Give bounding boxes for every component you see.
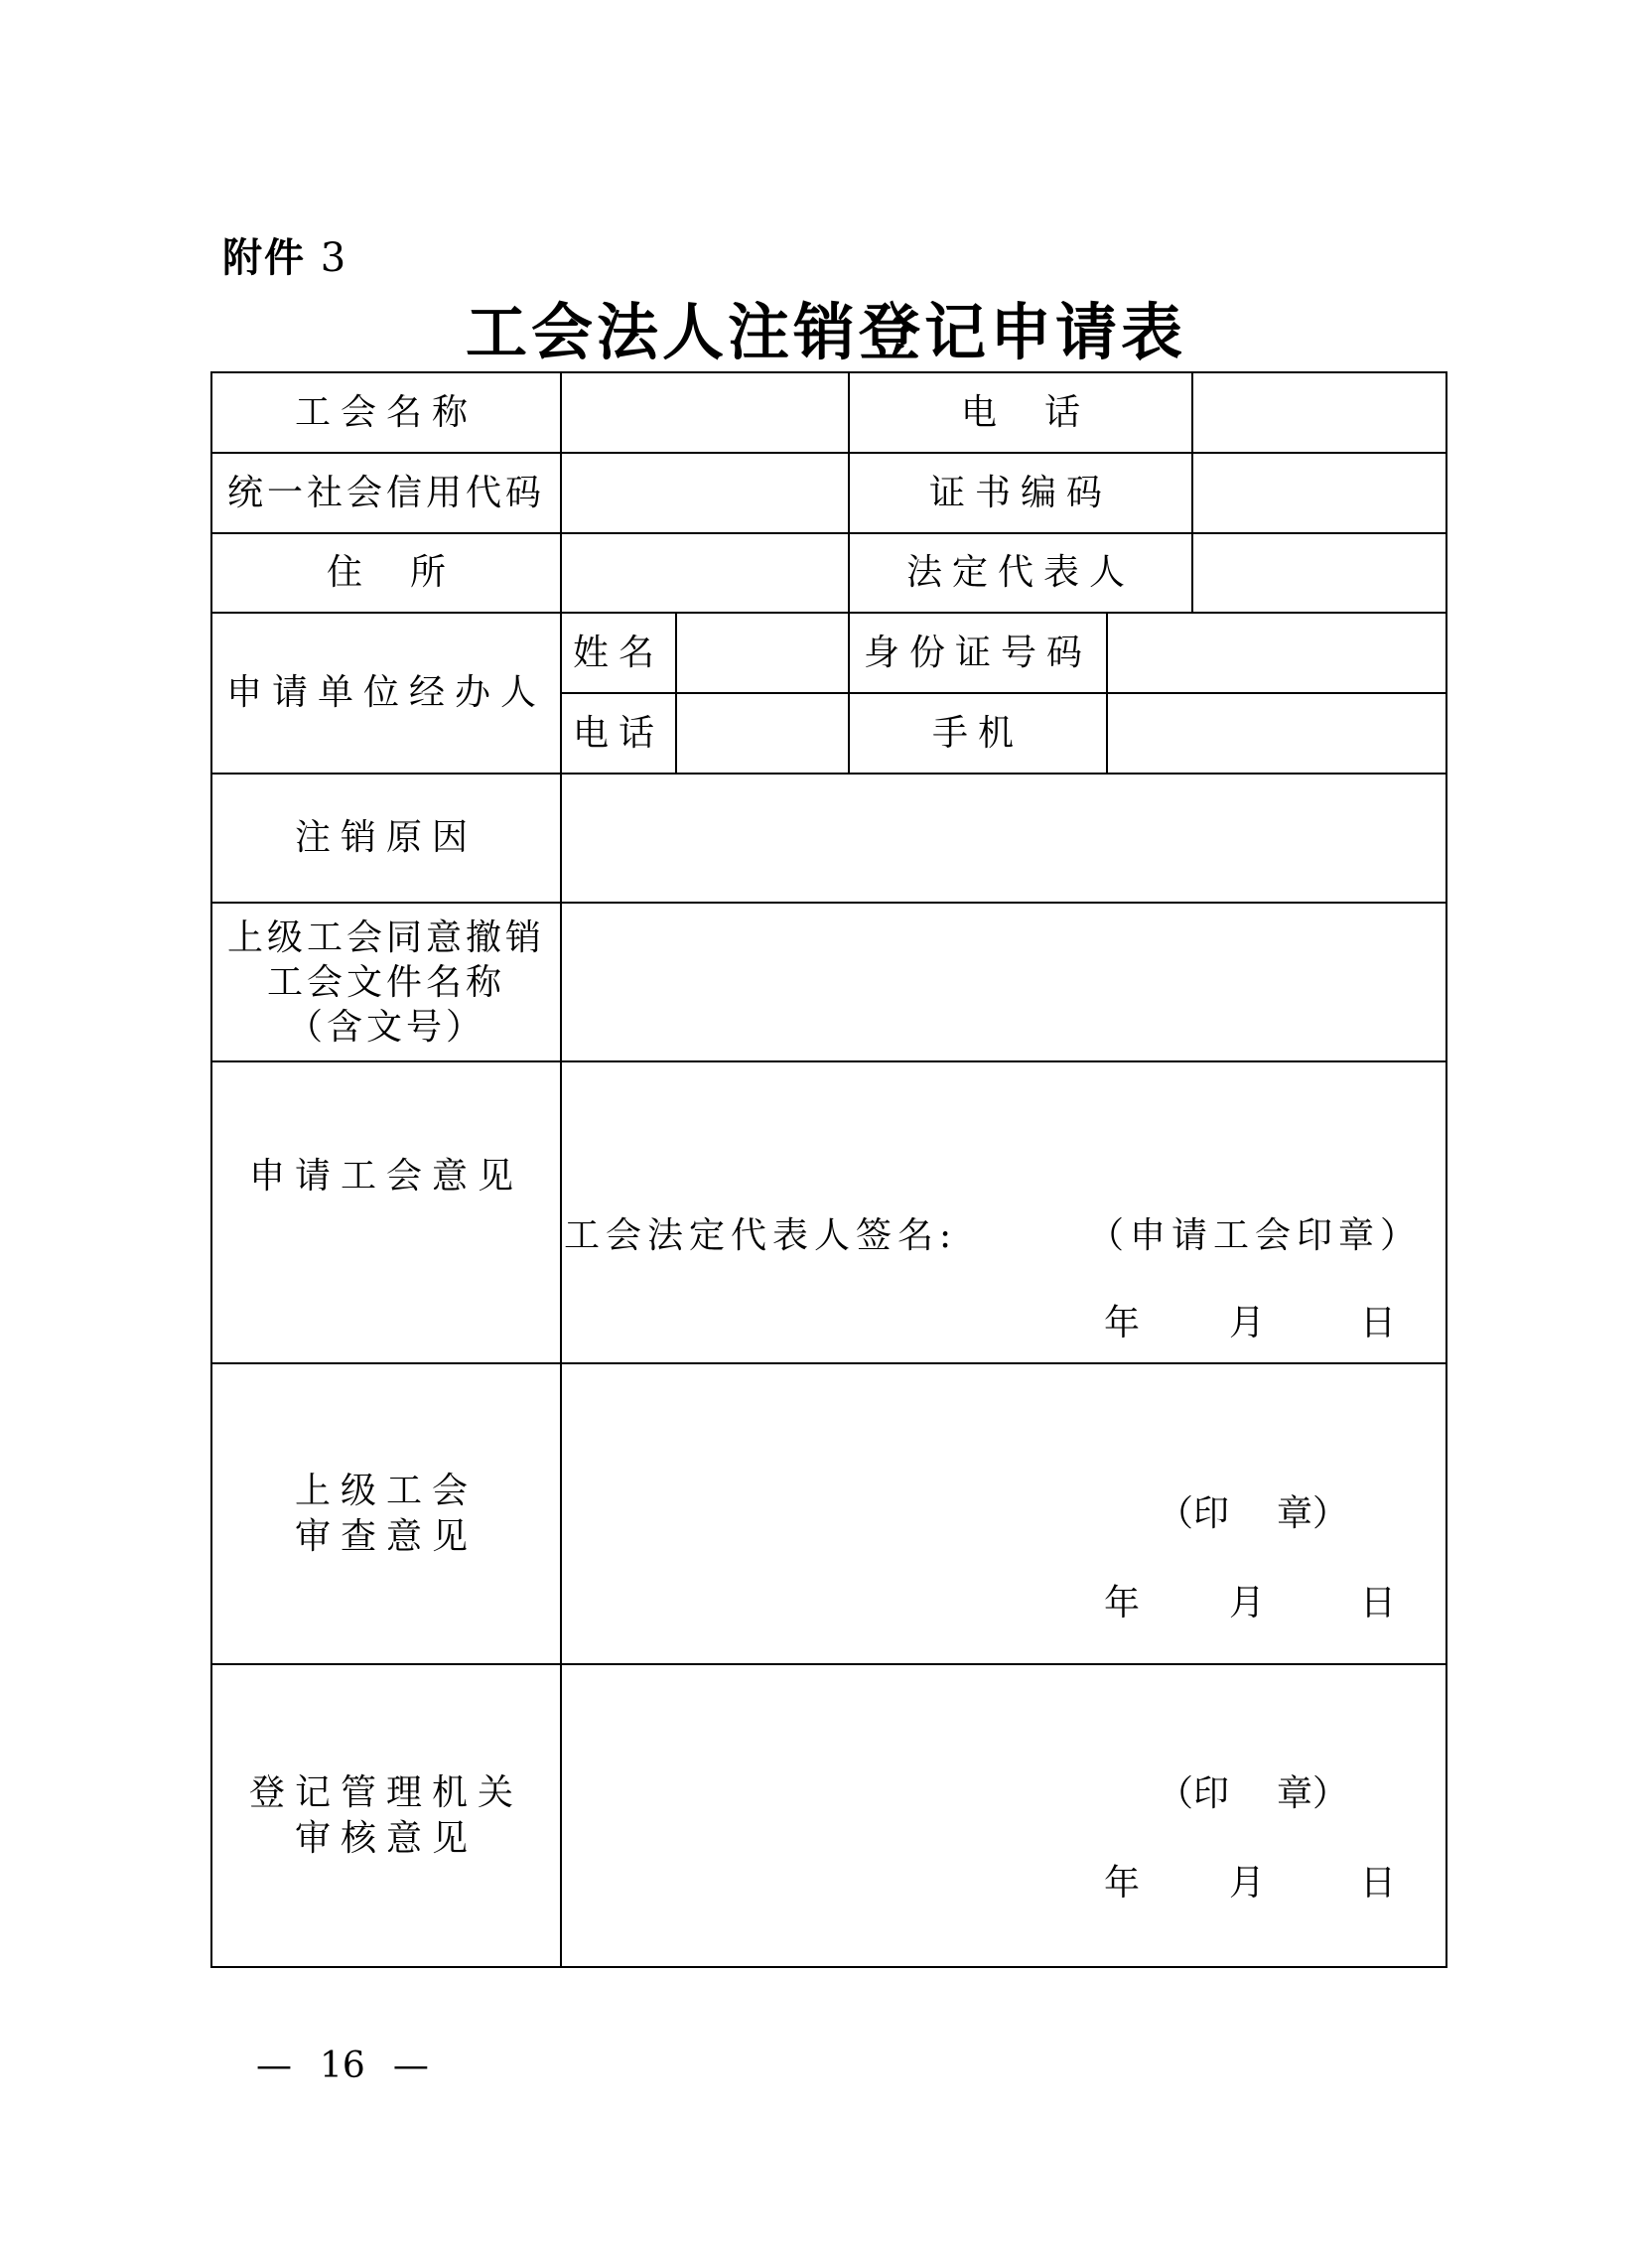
label-superior-doc: 上级工会同意撤销 工会文件名称 （含文号） — [226, 916, 545, 1048]
union-name-field[interactable] — [562, 373, 848, 452]
label-registry-review: 登记管理机关 审核意见 — [248, 1771, 523, 1859]
label-reason: 注销原因 — [294, 817, 478, 858]
footer-dash-left: — — [256, 2045, 292, 2086]
mobile-field[interactable] — [1108, 694, 1446, 773]
label-id-number: 身份证号码 — [863, 632, 1092, 673]
label-certificate-no: 证书编码 — [928, 472, 1112, 513]
handler-name-field[interactable] — [677, 614, 848, 692]
reason-field[interactable] — [562, 775, 1446, 902]
superior-review-field[interactable] — [562, 1364, 1446, 1493]
id-number-field[interactable] — [1108, 614, 1446, 692]
page-footer — [256, 2044, 429, 2089]
registry-date: 年 月 日 — [1104, 1863, 1397, 1904]
phone-field[interactable] — [1193, 373, 1446, 452]
label-credit-code: 统一社会信用代码 — [226, 472, 545, 513]
legal-rep-field[interactable] — [1193, 534, 1446, 612]
attachment-prefix: 附件 — [222, 235, 306, 281]
signature-label: 工会法定代表人签名: — [564, 1215, 958, 1256]
label-mobile: 手机 — [931, 712, 1024, 754]
applicant-opinion-field[interactable] — [562, 1062, 1446, 1201]
label-union-name: 工会名称 — [294, 391, 478, 433]
address-field[interactable] — [562, 534, 848, 612]
label-phone: 电 话 — [960, 391, 1081, 433]
credit-code-field[interactable] — [562, 454, 848, 532]
label-address: 住 所 — [326, 552, 447, 593]
footer-dash-right: — — [392, 2045, 429, 2086]
attachment-label — [222, 230, 347, 286]
attachment-number: 3 — [320, 235, 348, 281]
registry-seal: （印 章） — [1158, 1773, 1349, 1814]
superior-date: 年 月 日 — [1104, 1583, 1397, 1623]
label-name: 姓名 — [572, 632, 664, 673]
superior-doc-field[interactable] — [562, 904, 1446, 1060]
label-superior-review: 上级工会 审查意见 — [294, 1470, 478, 1557]
label-legal-rep: 法定代表人 — [905, 552, 1135, 593]
label-handler: 申请单位经办人 — [225, 672, 546, 713]
applicant-date: 年 月 日 — [1104, 1303, 1397, 1343]
handler-phone-field[interactable] — [677, 694, 848, 773]
page-number: 16 — [320, 2045, 365, 2086]
applicant-seal: （申请工会印章） — [1088, 1215, 1423, 1256]
superior-seal: （印 章） — [1158, 1493, 1349, 1534]
label-applicant-opinion: 申请工会意见 — [248, 1156, 523, 1197]
registry-review-field[interactable] — [562, 1665, 1446, 1774]
certificate-no-field[interactable] — [1193, 454, 1446, 532]
label-handler-phone: 电话 — [572, 712, 664, 754]
form-title: 工会法人注销登记申请表 — [465, 296, 1186, 368]
